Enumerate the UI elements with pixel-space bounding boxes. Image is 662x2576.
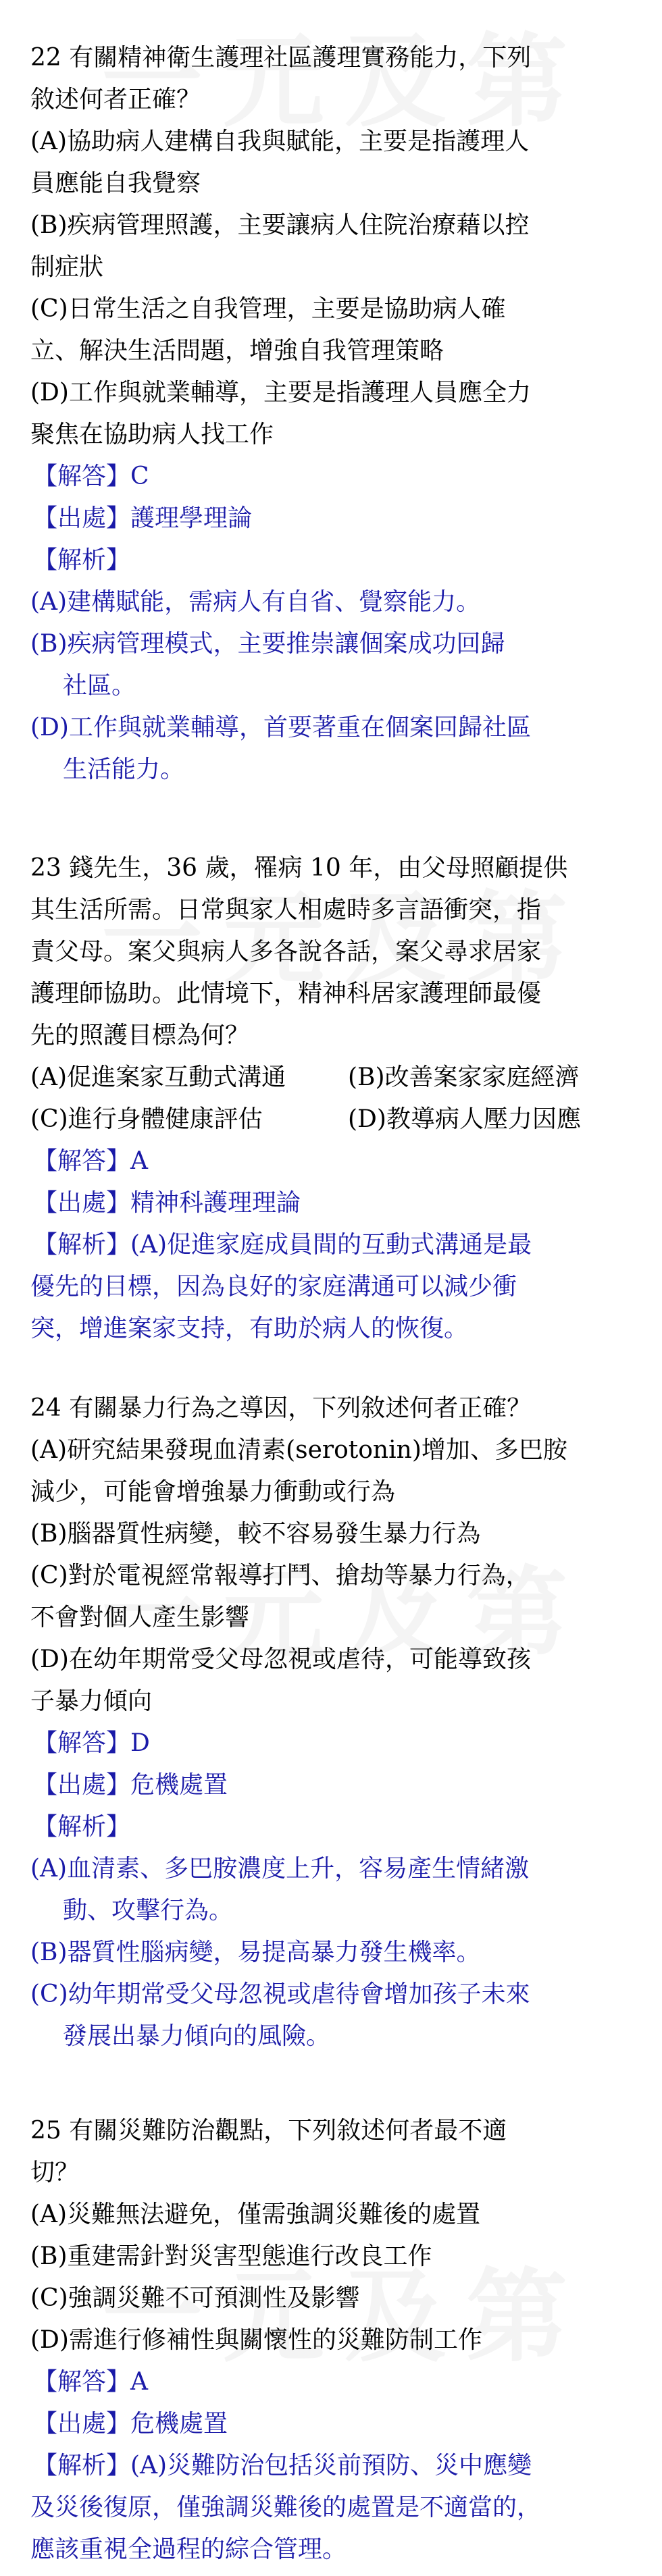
option-b: (B)改善案家家庭經濟: [348, 1063, 580, 1091]
source-label: 【出處】: [33, 504, 131, 532]
option-b: (B)重建需針對災害型態進行改良工作: [30, 2242, 432, 2270]
question-23: [30, 847, 638, 1350]
explanation-line: [30, 2445, 638, 2487]
explanation-item: (D)工作與就業輔導，首要著重在個案回歸社區: [30, 714, 531, 741]
option-c: (C)強調災難不可預測性及影響: [30, 2284, 360, 2312]
question-stem: 責父母。案父與病人多各說各話，案父尋求居家: [30, 938, 542, 966]
explanation-text: (A)災難防治包括災前預防、災中應變: [130, 2452, 532, 2479]
answer-line: [30, 2361, 638, 2403]
question-22: [30, 37, 638, 791]
option-d: 聚焦在協助病人找工作: [30, 421, 274, 448]
question-stem: 切？: [30, 2159, 80, 2186]
option-a: (A)研究結果發現血清素(serotonin)增加、多巴胺: [30, 1436, 567, 1464]
answer-label: 【解答】: [33, 2368, 131, 2396]
option-b: (B)疾病管理照護，主要讓病人住院治療藉以控: [30, 211, 530, 239]
question-stem: 敘述何者正確？: [30, 86, 201, 113]
option-row: [30, 1057, 638, 1099]
answer-value: A: [130, 2368, 149, 2396]
option-d: 子暴力傾向: [30, 1687, 153, 1715]
source-line: [30, 2403, 638, 2445]
answer-value: C: [130, 463, 149, 490]
option-b: 制症狀: [30, 253, 104, 281]
answer-label: 【解答】: [33, 1729, 131, 1757]
question-stem: 護理師協助。此情境下，精神科居家護理師最優: [30, 980, 542, 1007]
question-stem: 23 錢先生，36 歲，罹病 10 年，由父母照顧提供: [30, 854, 568, 882]
explanation-item: (A)建構賦能，需病人有自省、覺察能力。: [30, 588, 481, 616]
explanation-text: 及災後復原，僅強調災難後的處置是不適當的，: [30, 2494, 542, 2521]
explanation-label: 【解析】: [33, 546, 131, 574]
answer-label: 【解答】: [33, 463, 131, 490]
option-c: (C)日常生活之自我管理，主要是協助病人確: [30, 295, 506, 323]
source-label: 【出處】: [33, 1771, 131, 1799]
question-stem: 先的照護目標為何？: [30, 1022, 250, 1049]
option-d: (D)在幼年期常受父母忽視或虐待，可能導致孩: [30, 1646, 531, 1673]
answer-line: [30, 1140, 638, 1182]
option-a: (A)促進案家互動式溝通: [30, 1063, 286, 1091]
explanation-label: 【解析】: [33, 1813, 131, 1841]
explanation-item: 發展出暴力傾向的風險。: [63, 2022, 331, 2050]
explanation-text: 突，增進案家支持，有助於病人的恢復。: [30, 1315, 469, 1342]
explanation-text: 優先的目標，因為良好的家庭溝通可以減少衝: [30, 1273, 517, 1300]
option-row: [30, 1099, 638, 1140]
source-value: 精神科護理理論: [130, 1189, 301, 1217]
explanation-item: (B)疾病管理模式，主要推崇讓個案成功回歸: [30, 630, 505, 658]
source-label: 【出處】: [33, 2410, 131, 2438]
explanation-item: 社區。: [63, 672, 136, 700]
option-c: (C)對於電視經常報導打鬥、搶劫等暴力行為，: [30, 1562, 530, 1589]
explanation-label: 【解析】: [33, 1231, 131, 1259]
question-stem: 25 有關災難防治觀點，下列敘述何者最不適: [30, 2117, 507, 2145]
explanation-line: [30, 1224, 638, 1266]
explanation-item: (C)幼年期常受父母忽視或虐待會增加孩子未來: [30, 1980, 530, 2008]
answer-value: D: [130, 1729, 150, 1757]
source-value: 危機處置: [130, 2410, 228, 2438]
source-line: [30, 498, 638, 540]
explanation-item: (A)血清素、多巴胺濃度上升，容易產生情緒激: [30, 1855, 530, 1883]
question-stem: 其生活所需。日常與家人相處時多言語衝突，指: [30, 896, 542, 924]
answer-line: [30, 456, 638, 498]
option-c: 立、解決生活問題，增強自我管理策略: [30, 337, 444, 365]
option-a: 減少，可能會增強暴力衝動或行為: [30, 1478, 396, 1506]
option-d: (D)工作與就業輔導，主要是指護理人員應全力: [30, 379, 531, 406]
source-value: 護理學理論: [130, 504, 253, 532]
question-stem: 24 有關暴力行為之導因，下列敘述何者正確？: [30, 1394, 532, 1422]
explanation-text: 應該重視全過程的綜合管理。: [30, 2535, 347, 2563]
source-label: 【出處】: [33, 1189, 131, 1217]
option-a: (A)災難無法避免，僅需強調災難後的處置: [30, 2201, 481, 2228]
source-value: 危機處置: [130, 1771, 228, 1799]
option-b: (B)腦器質性病變，較不容易發生暴力行為: [30, 1520, 481, 1548]
option-d: (D)需進行修補性與關懷性的災難防制工作: [30, 2326, 482, 2354]
explanation-item: 生活能力。: [63, 756, 185, 783]
option-c: 不會對個人產生影響: [30, 1604, 250, 1631]
question-24: [30, 1388, 638, 2057]
source-line: [30, 1182, 638, 1224]
explanation-text: (A)促進家庭成員間的互動式溝通是最: [130, 1231, 532, 1259]
option-a: 員應能自我覺察: [30, 169, 201, 197]
explanation-label: 【解析】: [33, 2452, 131, 2479]
source-line: [30, 1764, 638, 1806]
answer-line: [30, 1723, 638, 1764]
question-stem: 22 有關精神衛生護理社區護理實務能力，下列: [30, 44, 532, 72]
option-d: (D)教導病人壓力因應: [348, 1105, 581, 1133]
explanation-item: 動、攻擊行為。: [63, 1897, 234, 1924]
question-25: [30, 2110, 638, 2571]
explanation-item: (B)器質性腦病變，易提高暴力發生機率。: [30, 1939, 481, 1966]
option-a: (A)協助病人建構自我與賦能，主要是指護理人: [30, 128, 530, 155]
answer-label: 【解答】: [33, 1147, 131, 1175]
answer-value: A: [130, 1147, 149, 1175]
option-c: (C)進行身體健康評估: [30, 1105, 263, 1133]
